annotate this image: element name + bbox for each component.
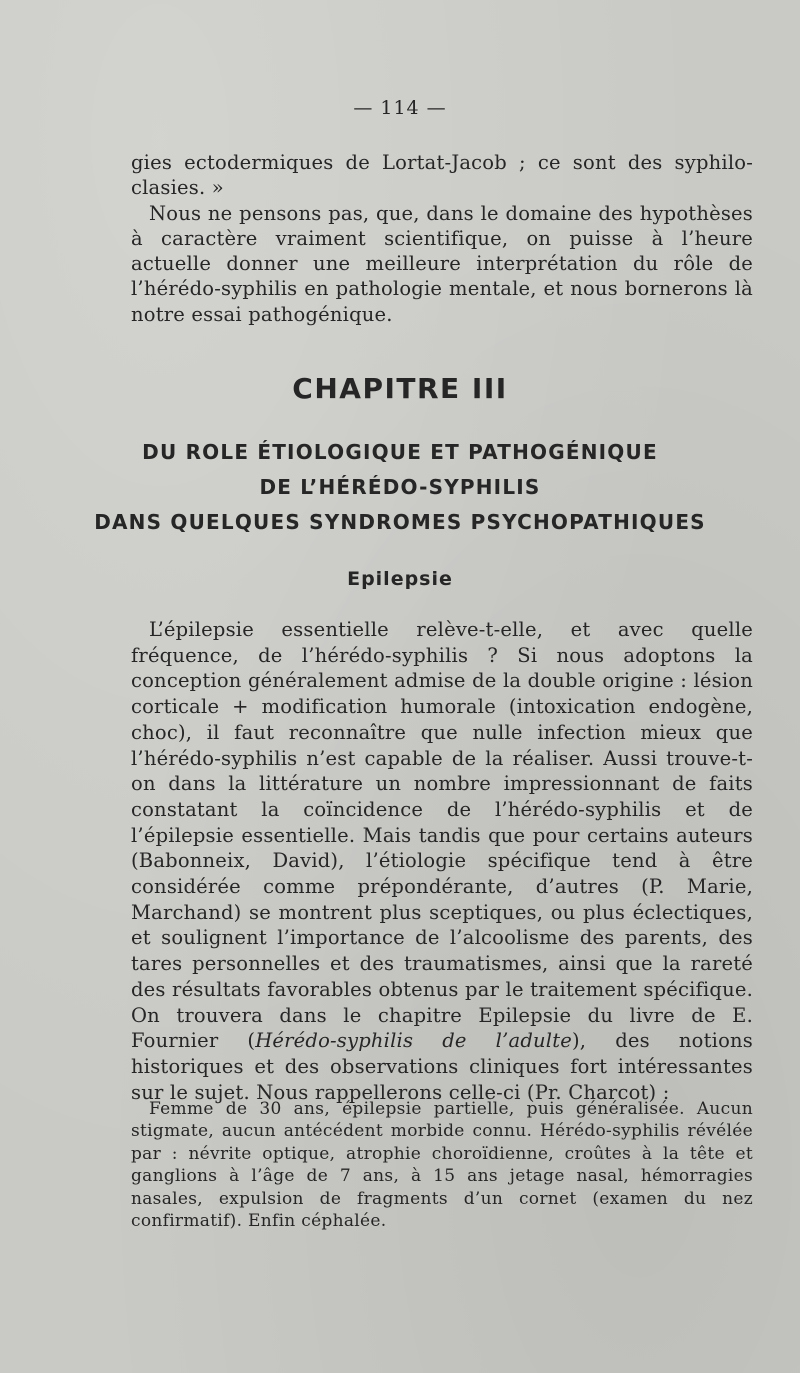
intro-paragraph: Nous ne pensons pas, que, dans le domaine des hypothèses à caractère vraiment scientifique, on puisse à l’heure actuelle donner une meilleure interprétation du rôle de l’hérédo-syphilis en pathologie mentale, et nous bornerons là notre essai pathogénique. — [131, 201, 753, 326]
body-text-part-1: L’épilepsie essentielle relève-t-elle, et avec quelle fréquence, de l’hérédo-syphilis ? Si nous adoptons la conception généralement admise de la double origine : lésion corticale + modification humorale (intoxication endogène, choc), il faut reconnaître que nulle infection mieux que l’hérédo-syphilis n’est capable de la réaliser. Aussi trouve-t-on dans la littérature un nombre impressionnant de faits constatant la coïncidence de l’hérédo-syphilis et de l’épilepsie essentielle. Mais tandis que pour certains auteurs (Babonneix, David), l’étiologie spécifique tend à être considérée comme prépondérante, d’autres (P. Marie, Marchand) se montrent plus sceptiques, ou plus éclectiques, et soulignent l’importance de l’alcoolisme des parents, des tares personnelles et des traumatismes, ainsi que la rareté des résultats favorables obtenus par le traitement spécifique. On trouvera dans le chapitre Epilepsie du livre de E. Fournier ( — [131, 618, 753, 1053]
case-report — [131, 1098, 753, 1232]
page-number: — 114 — — [353, 97, 447, 119]
chapter-title: CHAPITRE III — [292, 372, 508, 405]
chapter-heading-line-3: DANS QUELQUES SYNDROMES PSYCHOPATHIQUES — [94, 510, 706, 534]
chapter-heading-line-2: DE L’HÉRÉDO-SYPHILIS — [259, 475, 541, 499]
section-title: Epilepsie — [347, 568, 453, 590]
intro-continuation: gies ectodermiques de Lortat-Jacob ; ce sont des syphilo-clasies. » — [131, 151, 753, 200]
body-paragraph — [131, 617, 753, 1105]
body-text-part-2: ), des notions historiques et des observations cliniques fort intéressantes sur le sujet. Nous rappellerons celle-ci (Pr. Charcot) : — [131, 1029, 753, 1104]
intro-text — [131, 150, 753, 327]
chapter-heading-line-1: DU ROLE ÉTIOLOGIQUE ET PATHOGÉNIQUE — [142, 440, 658, 464]
book-title-italic: Hérédo-syphilis de l’adulte — [255, 1029, 572, 1053]
body-paragraph-text — [131, 617, 753, 1105]
case-report-text: Femme de 30 ans, épilepsie partielle, puis généralisée. Aucun stigmate, aucun antécédent morbide connu. Hérédo-syphilis révélée par : névrite optique, atrophie choroïdienne, croûtes à la tête et ganglions à l’âge de 7 ans, à 15 ans jetage nasal, hémorragies nasales, expulsion de fragments d’un cornet (examen du nez confirmatif). Enfin céphalée. — [131, 1099, 753, 1232]
